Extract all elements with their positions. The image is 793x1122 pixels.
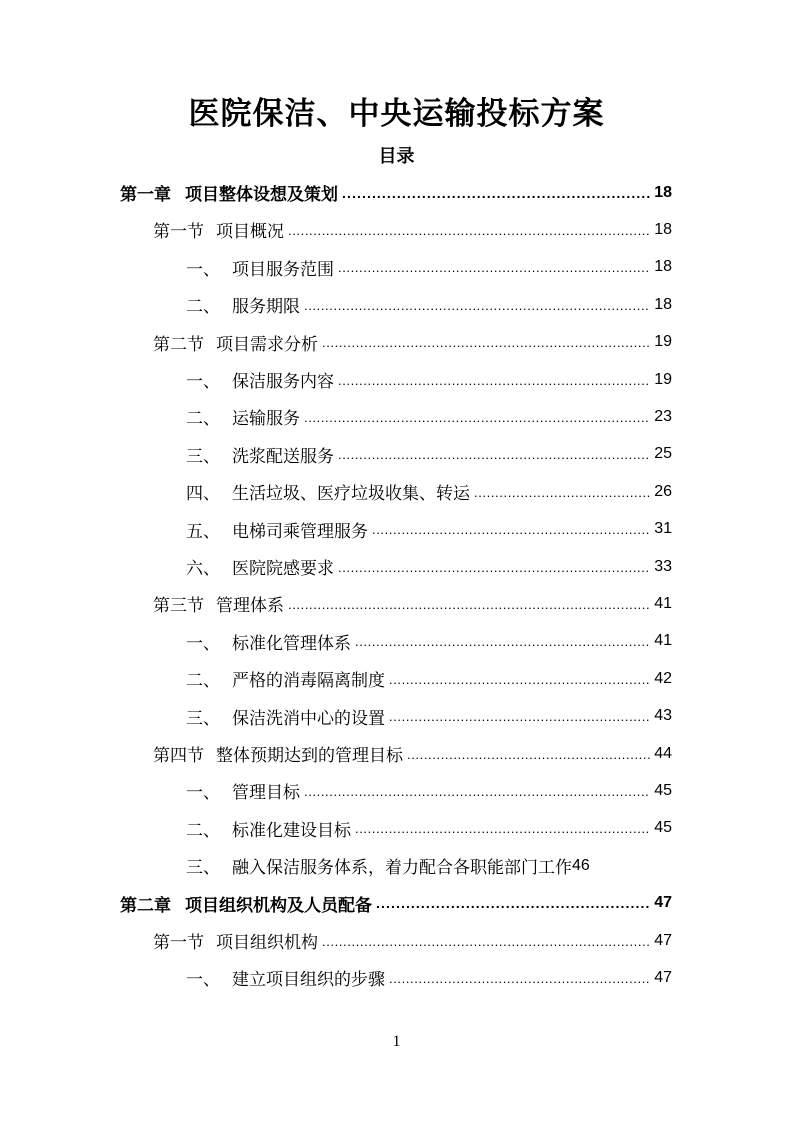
toc-dot-leader <box>372 519 650 539</box>
toc-entry-number: 三、 <box>186 708 220 729</box>
toc-entry[interactable] <box>186 398 672 435</box>
toc-entry[interactable] <box>186 698 672 735</box>
toc-dot-leader <box>288 594 650 614</box>
toc-dot-leader <box>376 893 650 913</box>
toc-dot-leader <box>389 669 650 689</box>
toc-entry-page: 46 <box>572 856 590 874</box>
toc-entry-text: 标准化建设目标 <box>232 820 351 841</box>
toc-entry-text: 项目概况 <box>216 222 284 243</box>
toc-dot-leader <box>342 183 650 203</box>
toc-entry-number: 六、 <box>186 559 220 579</box>
toc-entry[interactable] <box>186 623 672 660</box>
toc-entry-label <box>153 741 403 766</box>
toc-entry-text: 运输服务 <box>232 409 300 430</box>
toc-entry[interactable] <box>153 585 672 622</box>
toc-entry-page: 18 <box>654 220 672 238</box>
toc-entry-number: 二、 <box>186 671 220 692</box>
toc-heading: 目录 <box>378 146 415 167</box>
toc-entry-text: 保洁服务内容 <box>232 372 334 392</box>
toc-entry-label <box>186 853 572 878</box>
toc-entry-label <box>120 891 372 916</box>
toc-entry-text: 管理体系 <box>216 596 284 617</box>
toc-entry-text: 建立项目组织的步骤 <box>232 970 385 991</box>
toc-entry-page: 47 <box>654 931 672 949</box>
toc-entry-label <box>186 479 470 504</box>
toc-entry-text: 医院院感要求 <box>232 559 334 579</box>
toc-dot-leader <box>304 407 650 427</box>
toc-entry-label <box>186 517 368 542</box>
toc-dot-leader <box>389 968 650 988</box>
toc-entry-number: 三、 <box>186 858 220 879</box>
toc-entry-page: 47 <box>654 968 672 986</box>
toc-entry-number: 二、 <box>186 409 220 430</box>
toc-entry-number: 三、 <box>186 446 220 467</box>
toc-entry-page: 41 <box>654 632 672 650</box>
toc-entry[interactable] <box>153 735 672 772</box>
toc-dot-leader <box>407 744 650 764</box>
toc-dot-leader <box>322 931 650 951</box>
toc-dot-leader <box>338 444 650 464</box>
toc-entry-page: 18 <box>654 258 672 276</box>
page-number: 1 <box>392 1033 401 1050</box>
toc-entry[interactable] <box>186 810 672 847</box>
toc-dot-leader <box>304 295 650 315</box>
toc-entry[interactable] <box>186 249 672 286</box>
toc-entry-label <box>186 255 334 280</box>
toc-entry[interactable] <box>186 361 672 398</box>
toc-entry-text: 管理目标 <box>232 783 300 804</box>
toc-entry-label <box>153 217 284 242</box>
toc-entry-label <box>186 629 351 654</box>
toc-dot-leader <box>304 781 650 801</box>
toc-entry-text: 电梯司乘管理服务 <box>232 521 368 542</box>
toc-entry[interactable] <box>186 473 672 510</box>
toc-entry-page: 41 <box>654 594 672 612</box>
toc-entry-page: 42 <box>654 669 672 687</box>
toc-entry[interactable] <box>186 436 672 473</box>
toc-entry-page: 33 <box>654 557 672 575</box>
document-title: 医院保洁、中央运输投标方案 <box>188 96 605 132</box>
toc-entry-number: 二、 <box>186 297 220 318</box>
toc-dot-leader <box>389 706 650 726</box>
toc-dot-leader <box>355 818 650 838</box>
toc-entry-page: 25 <box>654 445 672 463</box>
toc-entry-text: 项目需求分析 <box>216 334 318 355</box>
toc-entry-label <box>153 591 284 616</box>
toc-entry-label <box>186 666 385 691</box>
toc-entry-page: 31 <box>654 520 672 538</box>
toc-dot-leader <box>322 332 650 352</box>
toc-entry-page: 23 <box>654 407 672 425</box>
toc-dot-leader <box>288 220 650 240</box>
toc-entry-text: 严格的消毒隔离制度 <box>232 671 385 692</box>
toc-entry[interactable] <box>186 959 672 996</box>
toc-entry-label <box>153 928 318 953</box>
toc-entry-text: 融入保洁服务体系，着力配合各职能部门工作 <box>232 858 572 879</box>
toc-entry[interactable] <box>186 511 672 548</box>
toc-entry-page: 45 <box>654 819 672 837</box>
toc-entry[interactable] <box>153 922 672 959</box>
toc-entry-number: 一、 <box>186 970 220 991</box>
toc-entry[interactable] <box>153 211 672 248</box>
toc-entry[interactable] <box>153 324 672 361</box>
toc-entry-number: 第二节 <box>153 334 204 355</box>
toc-entry-text: 项目组织机构 <box>216 933 318 953</box>
toc-entry[interactable] <box>120 174 672 211</box>
toc-dot-leader <box>474 482 650 502</box>
toc-entry-text: 项目组织机构及人员配备 <box>185 895 372 916</box>
toc-entry-text: 服务期限 <box>232 297 300 318</box>
toc-entry-number: 二、 <box>186 820 220 841</box>
toc-entry[interactable] <box>120 885 672 922</box>
toc-entry-text: 整体预期达到的管理目标 <box>216 746 403 766</box>
toc-entry-label <box>120 180 338 205</box>
toc-entry-text: 保洁洗消中心的设置 <box>232 708 385 729</box>
toc-dot-leader <box>338 370 650 390</box>
toc-entry-text: 生活垃圾、医疗垃圾收集、转运 <box>232 484 470 505</box>
toc-dot-leader <box>338 257 650 277</box>
toc-entry-label <box>186 778 300 803</box>
toc-entry-label <box>186 965 385 990</box>
toc-entry-text: 标准化管理体系 <box>232 633 351 654</box>
toc-entry-number: 五、 <box>186 521 220 542</box>
toc-entry-page: 18 <box>654 183 672 201</box>
toc-entry-page: 44 <box>654 744 672 762</box>
toc-entry-label <box>186 404 300 429</box>
toc-entry-text: 项目整体设想及策划 <box>185 185 338 205</box>
toc-entry[interactable] <box>186 548 672 585</box>
toc-entry-number: 一、 <box>186 783 220 804</box>
toc-entry-number: 一、 <box>186 633 220 654</box>
toc-entry[interactable] <box>186 286 672 323</box>
toc-entry-page: 45 <box>654 781 672 799</box>
toc-entry-number: 第一节 <box>153 933 204 953</box>
toc-entry-page: 43 <box>654 707 672 725</box>
toc-entry-page: 18 <box>654 295 672 313</box>
toc-entry-page: 19 <box>654 333 672 351</box>
toc-dot-leader <box>355 631 650 651</box>
toc-entry-page: 19 <box>654 370 672 388</box>
toc-entry-label <box>153 330 318 355</box>
toc-entry-text: 项目服务范围 <box>232 259 334 280</box>
toc-entry[interactable] <box>186 660 672 697</box>
toc-entry-label <box>186 704 385 729</box>
toc-entry-number: 第一节 <box>153 222 204 243</box>
toc-entry-page: 26 <box>654 482 672 500</box>
toc-entry-number: 第二章 <box>120 895 171 916</box>
toc-entry-page: 47 <box>654 894 672 912</box>
toc-entry-number: 一、 <box>186 259 220 280</box>
toc-entry-label <box>186 554 334 579</box>
toc-entry-label <box>186 292 300 317</box>
toc-entry-number: 第一章 <box>120 185 171 205</box>
toc-entry-label <box>186 442 334 467</box>
toc-dot-leader <box>338 557 650 577</box>
toc-entry-number: 第三节 <box>153 596 204 617</box>
toc-entry-number: 第四节 <box>153 746 204 766</box>
toc-entry-number: 四、 <box>186 484 220 505</box>
toc-entry-text: 洗浆配送服务 <box>232 446 334 467</box>
toc-entry[interactable] <box>186 847 672 884</box>
toc-entry-number: 一、 <box>186 372 220 392</box>
toc-entry-label <box>186 816 351 841</box>
toc-entry-label <box>186 367 334 392</box>
toc-entry[interactable] <box>186 772 672 809</box>
